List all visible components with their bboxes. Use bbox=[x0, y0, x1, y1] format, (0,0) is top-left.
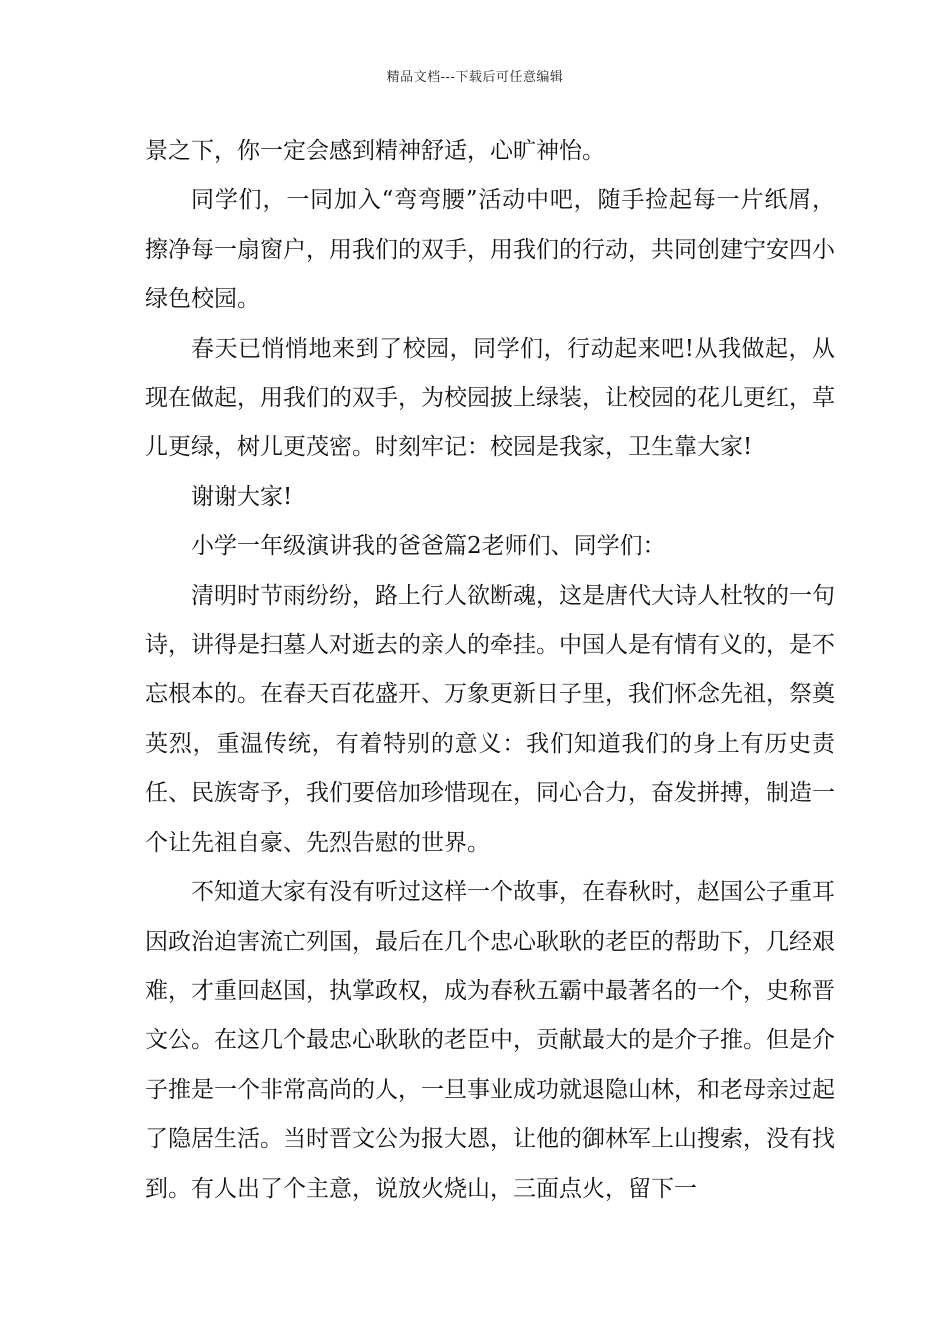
paragraph-4: 谢谢大家! bbox=[191, 483, 293, 510]
paragraph-2: 同学们，一同加入“弯弯腰”活动中吧，随手捡起每一片纸屑，擦净每一扇窗户，用我们的双手，用我们的行动，共同创建宁安四小绿色校园。 bbox=[145, 187, 835, 313]
page-header: 精品文档---下载后可任意编辑 bbox=[386, 70, 564, 85]
paragraph-3: 春天已悄悄地来到了校园，同学们，行动起来吧!从我做起，从现在做起，用我们的双手，为校园披上绿装，让校园的花儿更红，草儿更绿，树儿更茂密。时刻牢记：校园是我家，卫生靠大家! bbox=[145, 335, 835, 461]
paragraph-7: 不知道大家有没有听过这样一个故事，在春秋时，赵国公子重耳因政治迫害流亡列国，最后在几个忠心耿耿的老臣的帮助下，几经艰难，才重回赵国，执掌政权，成为春秋五霸中最著名的一个，史称晋文公。在这几个最忠心耿耿的老臣中，贡献最大的是介子推。但是介子推是一个非常高尚的人，一旦事业成功就退隐山林，和老母亲过起了隐居生活。当时晋文公为报大恩，让他的御林军上山搜索，没有找到。有人出了个主意，说放火烧山，三面点火，留下一 bbox=[145, 879, 835, 1202]
paragraph-6: 清明时节雨纷纷，路上行人欲断魂，这是唐代大诗人杜牧的一句诗，讲得是扫墓人对逝去的亲人的牵挂。中国人是有情有义的，是不忘根本的。在春天百花盛开、万象更新日子里，我们怀念先祖，祭奠英烈，重温传统，有着特别的意义：我们知道我们的身上有历史责任、民族寄予，我们要倍加珍惜现在，同心合力，奋发拼搏，制造一个让先祖自豪、先烈告慰的世界。 bbox=[145, 582, 835, 856]
paragraph-1: 景之下，你一定会感到精神舒适，心旷神怡。 bbox=[145, 138, 605, 164]
paragraph-5: 小学一年级演讲我的爸爸篇2老师们、同学们： bbox=[191, 533, 666, 560]
document-body bbox=[145, 127, 835, 1214]
